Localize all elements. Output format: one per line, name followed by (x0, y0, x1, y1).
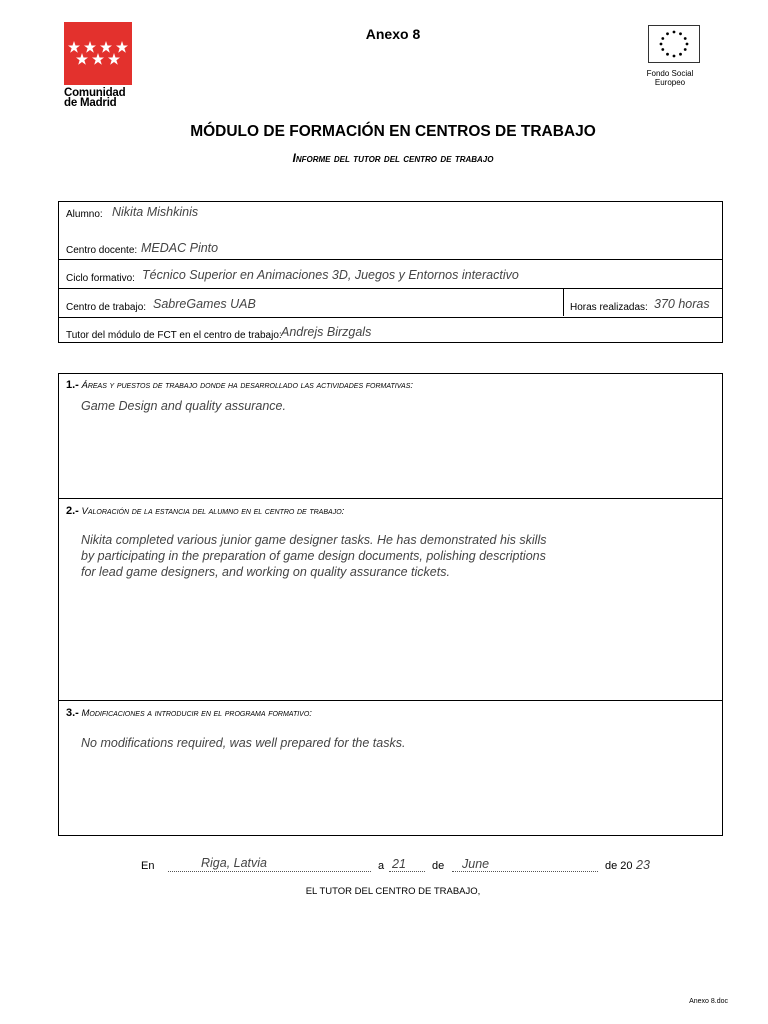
document-reference: Anexo 8.doc (689, 998, 728, 1005)
student-info-table (58, 201, 723, 343)
row-divider (59, 317, 722, 318)
centro-trabajo-value[interactable]: SabreGames UAB (153, 297, 256, 311)
section-1-heading (66, 379, 413, 391)
year-prefix: de 20 (605, 860, 633, 872)
eu-caption (630, 69, 710, 87)
document-subtitle: Informe del tutor del centro de trabajo (292, 151, 494, 165)
day-value[interactable]: 21 (392, 857, 406, 871)
section-1-line: Game Design and quality assurance. (81, 399, 286, 413)
eu-flag-icon (648, 25, 700, 63)
column-divider (563, 288, 564, 316)
section-3-line: No modifications required, was well prepared for the tasks. (81, 736, 406, 750)
section-3-title: Modificaciones a introducir en el programa formativo: (81, 708, 312, 719)
horas-label: Horas realizadas: (570, 302, 648, 313)
a-label: a (378, 860, 385, 872)
tutor-value[interactable]: Andrejs Birzgals (281, 325, 372, 339)
ciclo-label: Ciclo formativo: (66, 273, 135, 284)
place-dotted-line (168, 871, 371, 872)
section-2-text[interactable] (81, 532, 601, 580)
section-1-number: 1.- (66, 379, 79, 391)
section-2-line: by participating in the preparation of game design documents, polishing descriptions (81, 549, 546, 563)
alumno-label: Alumno: (66, 209, 103, 220)
tutor-signature-label: EL TUTOR DEL CENTRO DE TRABAJO, (305, 886, 481, 897)
tutor-label: Tutor del módulo de FCT en el centro de trabajo: (66, 330, 282, 341)
section-1-text[interactable] (81, 398, 601, 414)
row-divider (59, 259, 722, 260)
centro-docente-value[interactable]: MEDAC Pinto (141, 241, 219, 255)
year-value[interactable]: 23 (636, 858, 650, 872)
document-title: MÓDULO DE FORMACIÓN EN CENTROS DE TRABAJO (190, 123, 596, 140)
day-dotted-line (389, 871, 425, 872)
section-2-heading (66, 505, 344, 517)
logo-text (64, 88, 125, 108)
logo-text-line2: de Madrid (64, 97, 117, 109)
report-sections (58, 373, 723, 836)
row-divider (59, 288, 722, 289)
centro-docente-label: Centro docente: (66, 245, 138, 256)
month-dotted-line (452, 871, 598, 872)
section-divider (59, 700, 722, 701)
month-value[interactable]: June (462, 857, 490, 871)
ciclo-value[interactable]: Técnico Superior en Animaciones 3D, Juegos y Entornos interactivo (142, 268, 519, 282)
section-2-line: Nikita completed various junior game designer tasks. He has demonstrated his skills (81, 533, 547, 547)
centro-trabajo-label: Centro de trabajo: (66, 302, 147, 313)
place-value[interactable]: Riga, Latvia (201, 856, 268, 870)
section-2-line: for lead game designers, and working on quality assurance tickets. (81, 565, 450, 579)
section-2-title: Valoración de la estancia del alumno en el centro de trabajo: (81, 506, 345, 517)
section-3-heading (66, 707, 312, 719)
section-3-number: 3.- (66, 707, 79, 719)
horas-value[interactable]: 370 horas (654, 297, 710, 311)
de-label: de (432, 860, 445, 872)
section-3-text[interactable] (81, 735, 601, 751)
en-label: En (141, 860, 155, 872)
eu-caption-line2: Europeo (654, 78, 686, 87)
section-1-title: Áreas y puestos de trabajo donde ha desarrollado las actividades formativas: (81, 380, 413, 391)
eu-caption-line1: Fondo Social (646, 69, 694, 78)
anexo-label: Anexo 8 (365, 26, 421, 42)
logo-text-line1: Comunidad (64, 87, 126, 99)
section-2-number: 2.- (66, 505, 79, 517)
alumno-value[interactable]: Nikita Mishkinis (112, 205, 199, 219)
section-divider (59, 498, 722, 499)
